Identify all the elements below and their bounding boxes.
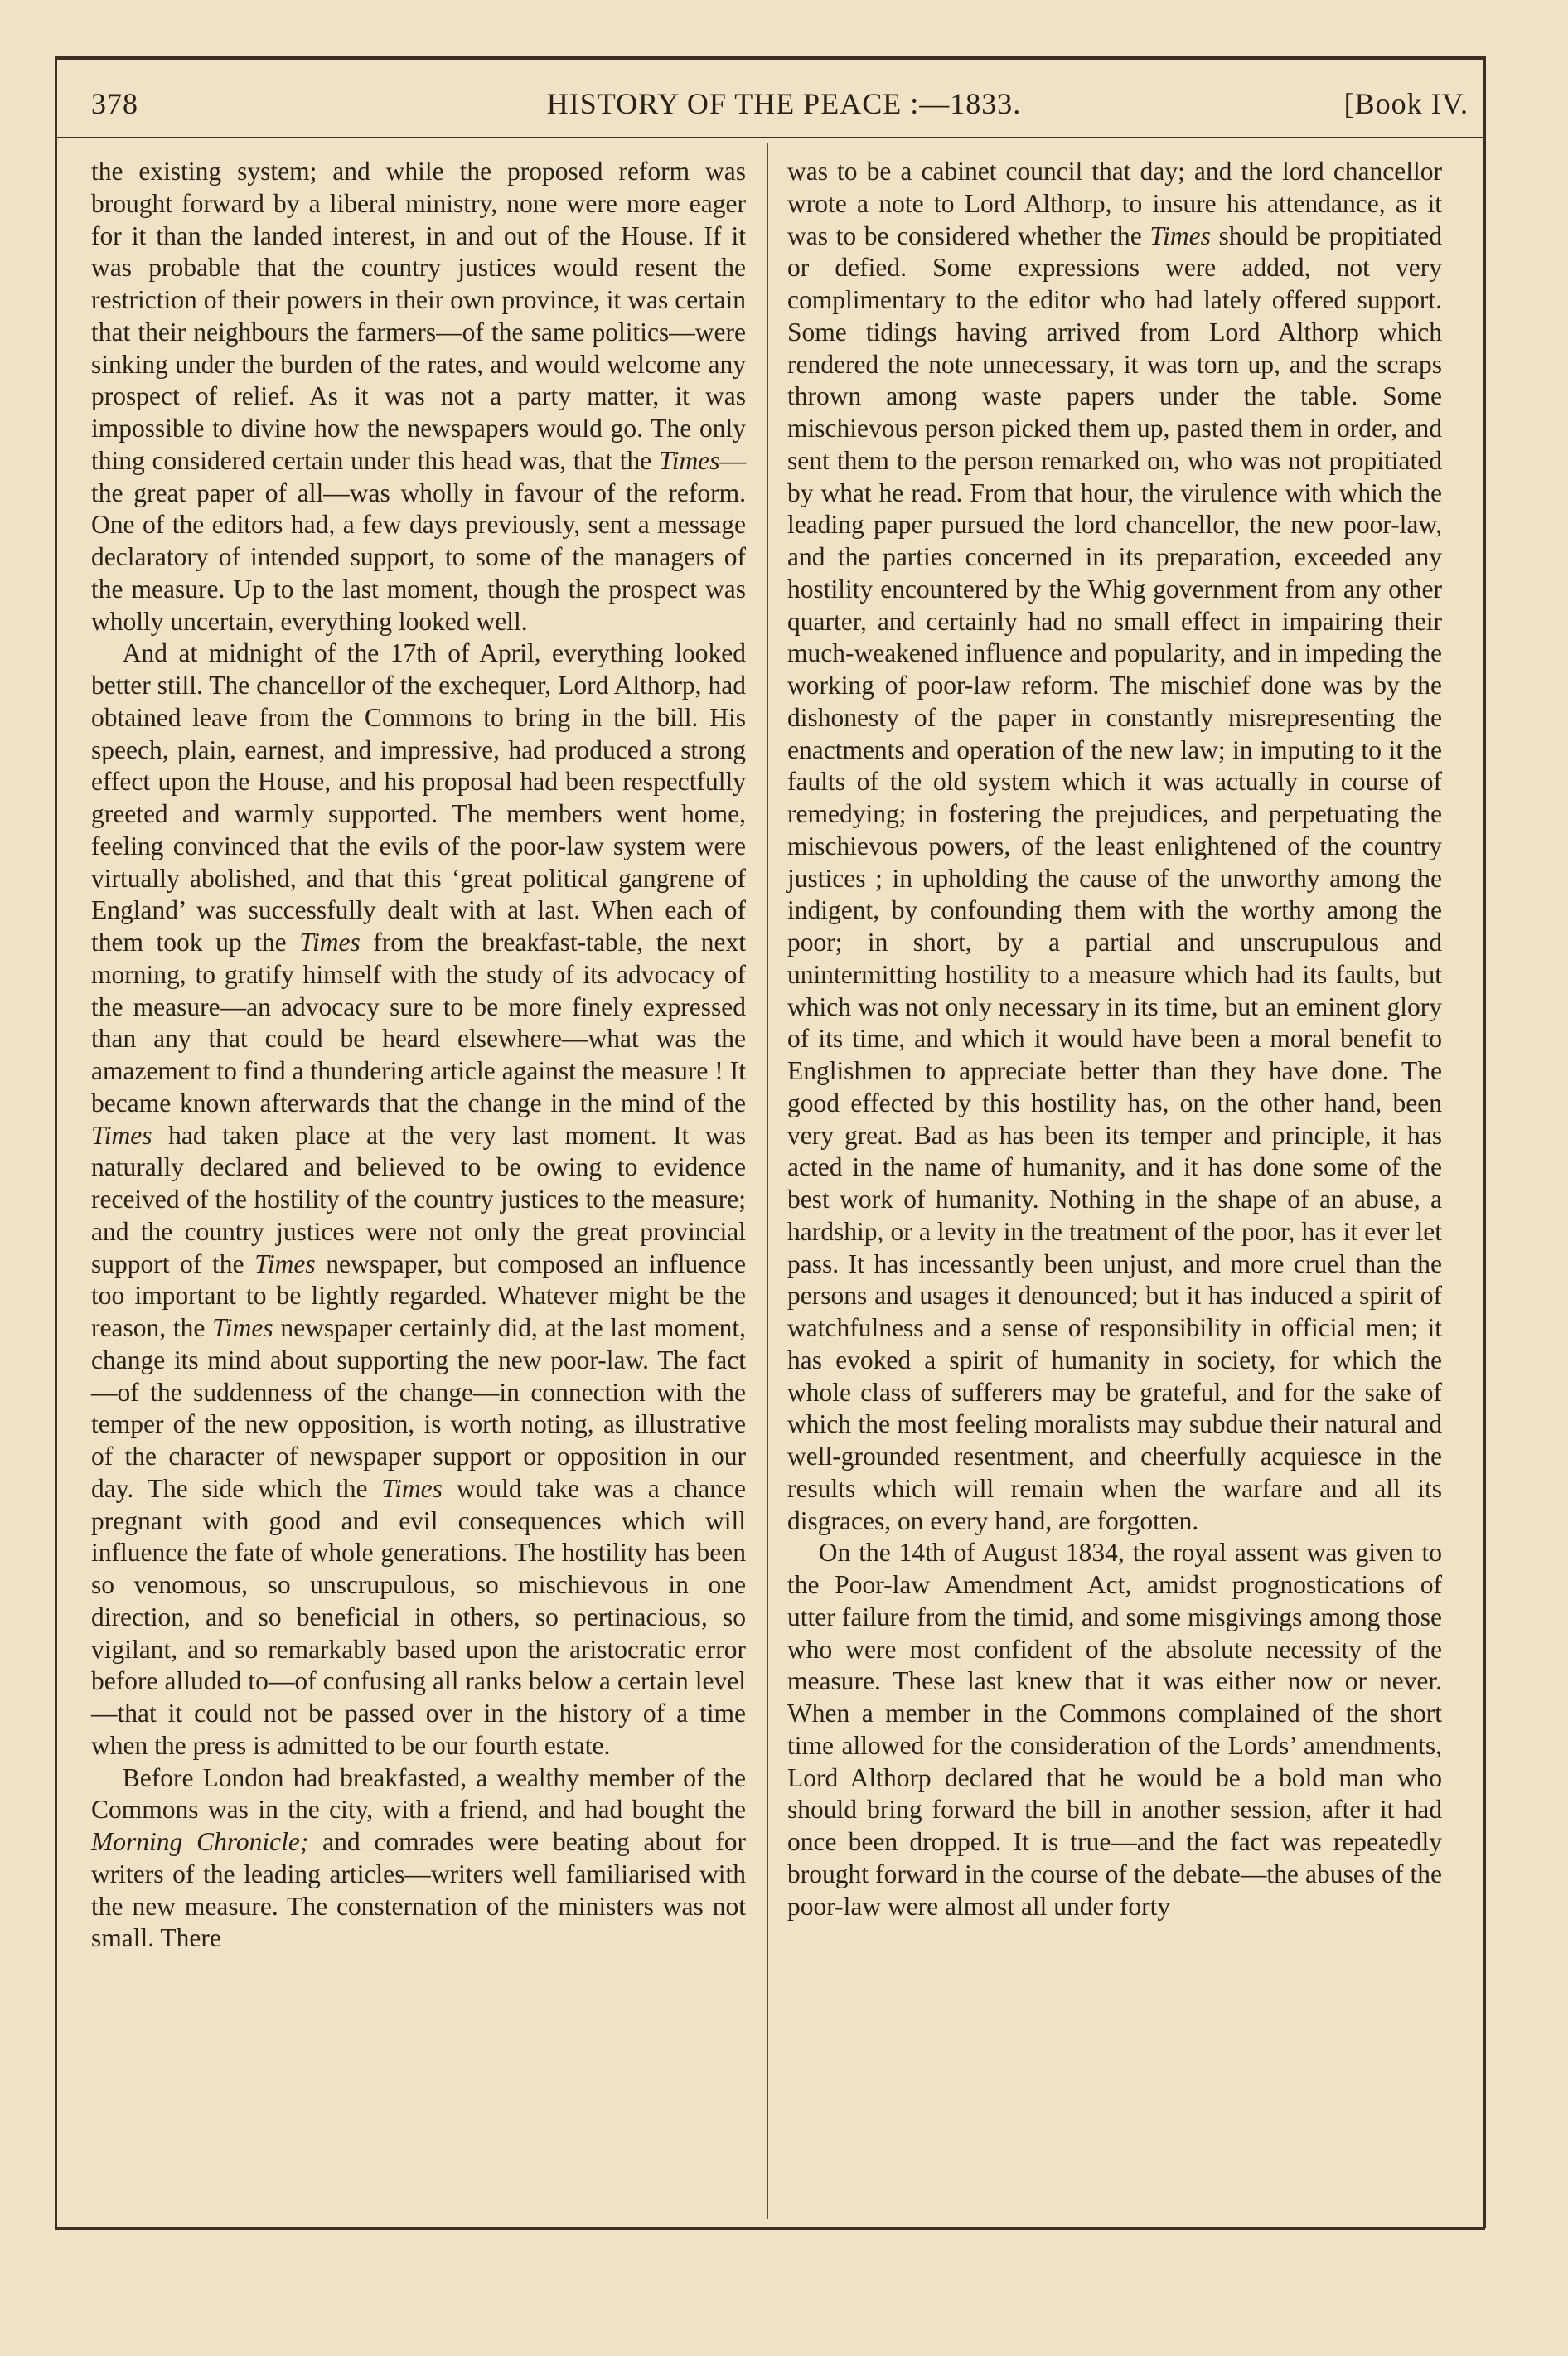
left-column bbox=[91, 156, 746, 1955]
left-frame-rule bbox=[55, 56, 57, 2228]
paragraph: And at midnight of the 17th of April, everything looked better still. The chancellor of the exchequer, Lord Althorp, had obtained leave from the Commons to bring in the bill. His speech, plain, earnest, and impressive, had produced a strong effect upon the House, and his proposal had been respectfully greeted and warmly supported. The members went home, feeling convinced that the evils of the poor-law system were virtually abolished, and that this ‘great political gangrene of England’ was successfully dealt with at last. When each of them took up the Times from the breakfast-table, the next morning, to gratify himself with the study of its advocacy of the measure—an advocacy sure to be more finely expressed than any that could be heard elsewhere—what was the amazement to find a thundering article against the measure ! It became known afterwards that the change in the mind of the Times had taken place at the very last moment. It was naturally declared and believed to be owing to evidence received of the hostility of the country justices to the measure; and the country justices were not only the great provincial support of the Times newspaper, but composed an influence too important to be lightly regarded. Whatever might be the reason, the Times newspaper certainly did, at the last moment, change its mind about supporting the new poor-law. The fact—of the suddenness of the change—in connection with the temper of the new opposition, is worth noting, as illustrative of the character of newspaper support or opposition in our day. The side which the Times would take was a chance pregnant with good and evil consequences which will influence the fate of whole generations. The hostility has been so venomous, so unscrupulous, so mischievous in one direction, and so beneficial in others, so pertinacious, so vigilant, and so remarkably based upon the aristocratic error before alluded to—of confusing all ranks below a certain level—that it could not be passed over in the history of a time when the press is admitted to be our fourth estate. bbox=[91, 638, 746, 1760]
paragraph: Before London had breakfasted, a wealthy member of the Commons was in the city, with a friend, and had bought the Morning Chronicle; and comrades were beating about for writers of the leading articles—writers well familiarised with the new measure. The consternation of the ministers was not small. There bbox=[91, 1762, 746, 1953]
paragraph: the existing system; and while the proposed reform was brought forward by a liberal ministry, none were more eager for it than the landed interest, in and out of the House. If it was probable that the country justices would resent the restriction of their powers in their own province, it was certain that their neighbours the farmers—of the same politics—were sinking under the burden of the rates, and would welcome any prospect of relief. As it was not a party matter, it was impossible to divine how the newspapers would go. The only thing considered certain under this head was, that the Times—the great paper of all—was wholly in favour of the reform. One of the editors had, a few days previously, sent a message declaratory of intended support, to some of the managers of the measure. Up to the last moment, though the prospect was wholly uncertain, everything looked well. bbox=[91, 157, 746, 636]
page-number: 378 bbox=[91, 87, 138, 120]
paragraph: On the 14th of August 1834, the royal assent was given to the Poor-law Amendment Act, amidst prognostications of utter failure from the timid, and some misgivings among those who were most confident of the absolute necessity of the measure. These last knew that it was either now or never. When a member in the Commons complained of the short time allowed for the consideration of the Lords’ amendments, Lord Althorp declared that he would be a bold man who should bring forward the bill in another session, after it had once been dropped. It is true—and the fact was repeatedly brought forward in the course of the debate—the abuses of the poor-law were almost all under forty bbox=[787, 1538, 1442, 1921]
book-label: [Book IV. bbox=[1343, 87, 1469, 120]
column-divider bbox=[767, 143, 768, 2219]
running-title: HISTORY OF THE PEACE :—1833. bbox=[546, 87, 1022, 120]
top-rule bbox=[55, 56, 1485, 60]
paragraph: was to be a cabinet council that day; and the lord chancellor wrote a note to Lord Althorp, to insure his attendance, as it was to be considered whether the Times should be propitiated or defied. Some expressions were added, not very complimentary to the editor who had lately offered support. Some tidings having arrived from Lord Althorp which rendered the note unnecessary, it was torn up, and the scraps thrown among waste papers under the table. Some mischievous person picked them up, pasted them in order, and sent them to the person remarked on, who was not propitiated by what he read. From that hour, the virulence with which the leading paper pursued the lord chancellor, the new poor-law, and the parties concerned in its preparation, exceeded any hostility encountered by the Whig government from any other quarter, and certainly had no small effect in impairing their much-weakened influence and popularity, and in impeding the working of poor-law reform. The mischief done was by the dishonesty of the paper in constantly misrepresenting the enactments and operation of the new law; in imputing to it the faults of the old system which it was actually in course of remedying; in fostering the prejudices, and perpetuating the mischievous powers, of the least enlightened of the country justices ; in upholding the cause of the unworthy among the indigent, by confounding them with the worthy among the poor; in short, by a partial and unscrupulous and unintermitting hostility to a measure which had its faults, but which was not only necessary in its time, but an eminent glory of its time, and which it would have been a moral benefit to Englishmen to appreciate better than they have done. The good effected by this hostility has, on the other hand, been very great. Bad as has been its temper and principle, it has acted in the name of humanity, and it has done some of the best work of humanity. Nothing in the shape of an abuse, a hardship, or a levity in the treatment of the poor, has it ever let pass. It has incessantly been unjust, and more cruel than the persons and usages it denounced; but it has induced a spirit of watchfulness and a sense of responsibility in official men; it has evoked a spirit of humanity in society, for which the whole class of sufferers may be grateful, and for the sake of which the most feeling moralists may subdue their natural and well-grounded resentment, and cheerfully acquiesce in the results which will remain when the warfare and all its disgraces, on every hand, are forgotten. bbox=[787, 157, 1442, 1535]
header-rule bbox=[55, 137, 1485, 138]
right-frame-rule bbox=[1483, 56, 1486, 2228]
right-column bbox=[787, 156, 1442, 1922]
bottom-rule bbox=[55, 2227, 1485, 2230]
